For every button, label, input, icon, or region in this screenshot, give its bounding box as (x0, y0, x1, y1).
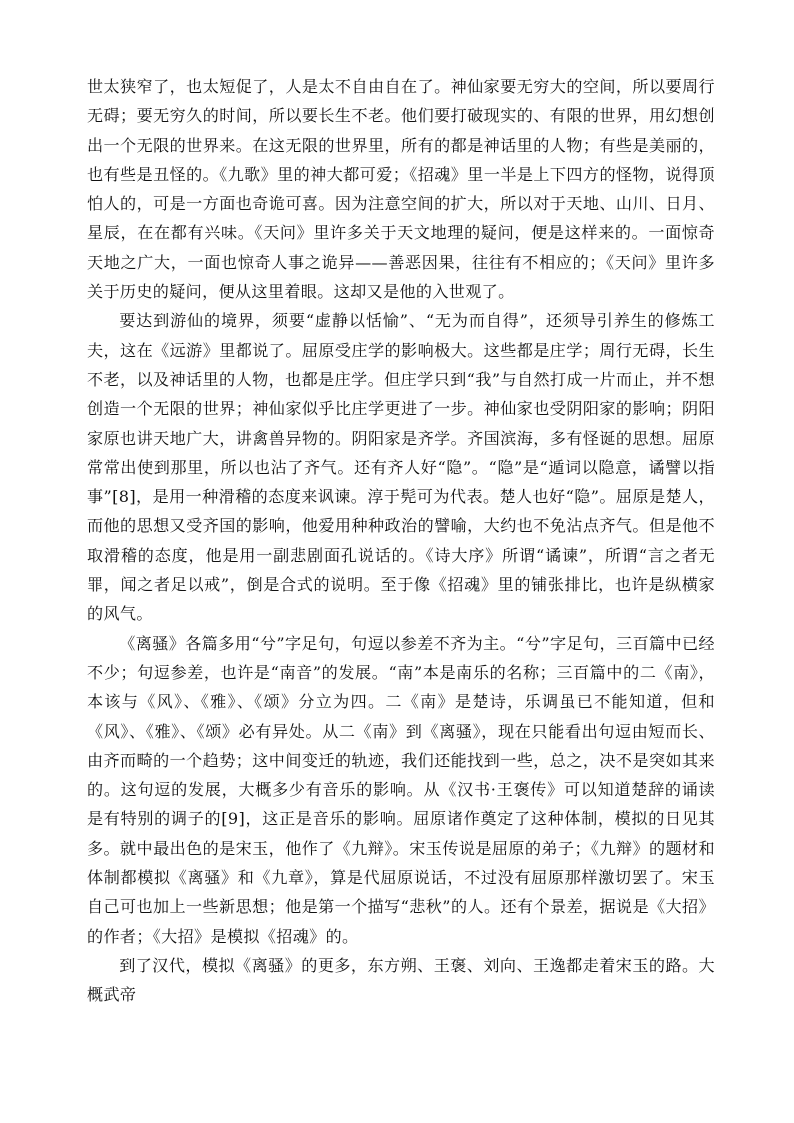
paragraph: 《离骚》各篇多用“兮”字足句，句逗以参差不齐为主。“兮”字足句，三百篇中已经不少；句逗参差，也许是“南音”的发展。“南”本是南乐的名称；三百篇中的二《南》，本该与《风》、《雅》、《颂》分立为四。二《南》是楚诗，乐调虽已不能知道，但和《风》、《雅》、《颂》必有异处。从二《南》到《离骚》，现在只能看出句逗由短而长、由齐而畸的一个趋势；这中间变迁的轨迹，我们还能找到一些，总之，决不是突如其来的。这句逗的发展，大概多少有音乐的影响。从《汉书·王褒传》可以知道楚辞的诵读是有特别的调子的[9]，这正是音乐的影响。屈原诸作奠定了这种体制，模拟的日见其多。就中最出色的是宋玉，他作了《九辩》。宋玉传说是屈原的弟子；《九辩》的题材和体制都模拟《离骚》和《九章》，算是代屈原说话，不过没有屈原那样激切罢了。宋玉自己可也加上一些新思想；他是第一个描写“悲秋”的人。还有个景差，据说是《大招》的作者；《大招》是模拟《招魂》的。 (87, 633, 715, 946)
paragraph: 要达到游仙的境界，须要“虚静以恬愉”、“无为而自得”，还须导引养生的修炼工夫，这在《远游》里都说了。屈原受庄学的影响极大。这些都是庄学；周行无碍，长生不老，以及神话里的人物，也都是庄学。但庄学只到“我”与自然打成一片而止，并不想创造一个无限的世界；神仙家似乎比庄学更进了一步。神仙家也受阴阳家的影响；阴阳家原也讲天地广大，讲禽兽异物的。阴阳家是齐学。齐国滨海，多有怪诞的思想。屈原常常出使到那里，所以也沾了齐气。还有齐人好“隐”。“隐”是“遁词以隐意，谲譬以指事”[8]，是用一种滑稽的态度来讽谏。淳于髡可为代表。楚人也好“隐”。屈原是楚人，而他的思想又受齐国的影响，他爱用种种政治的譬喻，大约也不免沾点齐气。但是他不取滑稽的态度，他是用一副悲剧面孔说话的。《诗大序》所谓“谲谏”，所谓“言之者无罪，闻之者足以戒”，倒是合式的说明。至于像《招魂》里的铺张排比，也许是纵横家的风气。 (87, 311, 715, 624)
paragraph: 到了汉代，模拟《离骚》的更多，东方朔、王褒、刘向、王逸都走着宋玉的路。大概武帝 (87, 955, 715, 1005)
paragraph: 世太狭窄了，也太短促了，人是太不自由自在了。神仙家要无穷大的空间，所以要周行无碍；要无穷久的时间，所以要长生不老。他们要打破现实的、有限的世界，用幻想创出一个无限的世界来。在这无限的世界里，所有的都是神话里的人物；有些是美丽的，也有些是丑怪的。《九歌》里的神大都可爱；《招魂》里一半是上下四方的怪物，说得顶怕人的，可是一方面也奇诡可喜。因为注意空间的扩大，所以对于天地、山川、日月、星辰，在在都有兴味。《天问》里许多关于天文地理的疑问，便是这样来的。一面惊奇天地之广大，一面也惊奇人事之诡异——善恶因果，往往有不相应的；《天问》里许多关于历史的疑问，便从这里着眼。这却又是他的入世观了。 (87, 77, 715, 302)
document-page (87, 72, 715, 1010)
